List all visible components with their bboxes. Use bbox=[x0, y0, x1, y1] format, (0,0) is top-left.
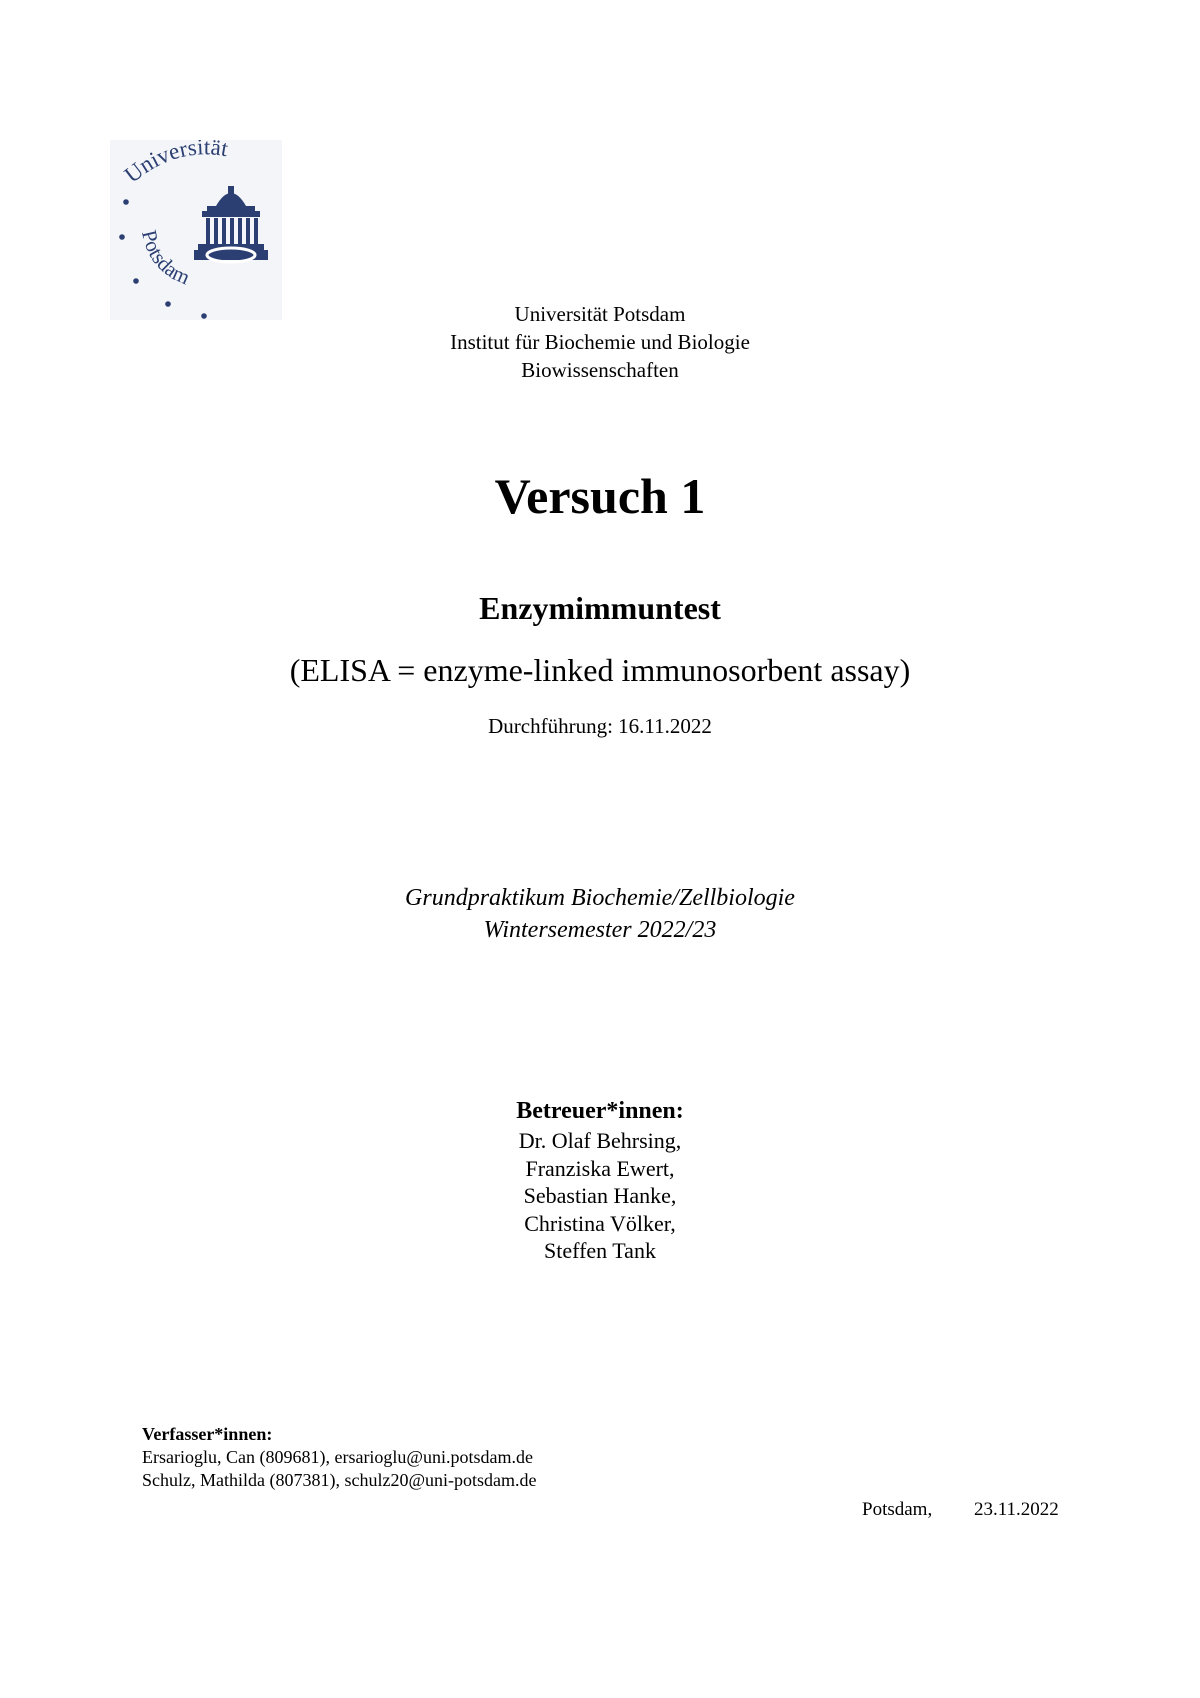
author-line: Schulz, Mathilda (807381), schulz20@uni-potsdam.de bbox=[142, 1470, 537, 1490]
supervisor-name: Franziska Ewert, bbox=[525, 1155, 675, 1181]
institution-block bbox=[0, 300, 1200, 384]
submission-date: 23.11.2022 bbox=[974, 1499, 1059, 1520]
elisa-description: (ELISA = enzyme-linked immunosorbent assay) bbox=[289, 652, 911, 688]
supervisor-name: Sebastian Hanke, bbox=[523, 1183, 677, 1208]
supervisors-list bbox=[0, 1127, 1200, 1265]
place-date bbox=[862, 1498, 1059, 1522]
course-block bbox=[0, 882, 1200, 946]
place: Potsdam, bbox=[862, 1499, 933, 1520]
authors-block bbox=[142, 1423, 537, 1492]
supervisor-name: Christina Völker, bbox=[524, 1210, 676, 1236]
semester: Wintersemester 2022/23 bbox=[483, 917, 717, 943]
authors-heading: Verfasser*innen: bbox=[142, 1424, 273, 1444]
institution-name: Universität Potsdam bbox=[514, 302, 686, 326]
logo-arc-text-left: Potsdam bbox=[136, 227, 194, 290]
supervisor-name: Dr. Olaf Behrsing, bbox=[518, 1128, 682, 1153]
supervisors-heading: Betreuer*innen: bbox=[516, 1098, 684, 1124]
department-name: Biowissenschaften bbox=[521, 358, 679, 382]
course-name: Grundpraktikum Biochemie/Zellbiologie bbox=[405, 885, 795, 911]
document-title: Versuch 1 bbox=[494, 468, 706, 524]
supervisor-name: Steffen Tank bbox=[544, 1238, 656, 1263]
author-line: Ersarioglu, Can (809681), ersarioglu@uni.potsdam.de bbox=[142, 1447, 533, 1467]
institute-name: Institut für Biochemie und Biologie bbox=[450, 330, 750, 354]
document-subtitle: Enzymimmuntest bbox=[479, 590, 721, 626]
logo-arc-text-top: Universität bbox=[119, 140, 230, 188]
university-logo bbox=[110, 140, 282, 320]
university-logo-icon bbox=[110, 140, 282, 320]
execution-date: Durchführung: 16.11.2022 bbox=[488, 714, 712, 738]
